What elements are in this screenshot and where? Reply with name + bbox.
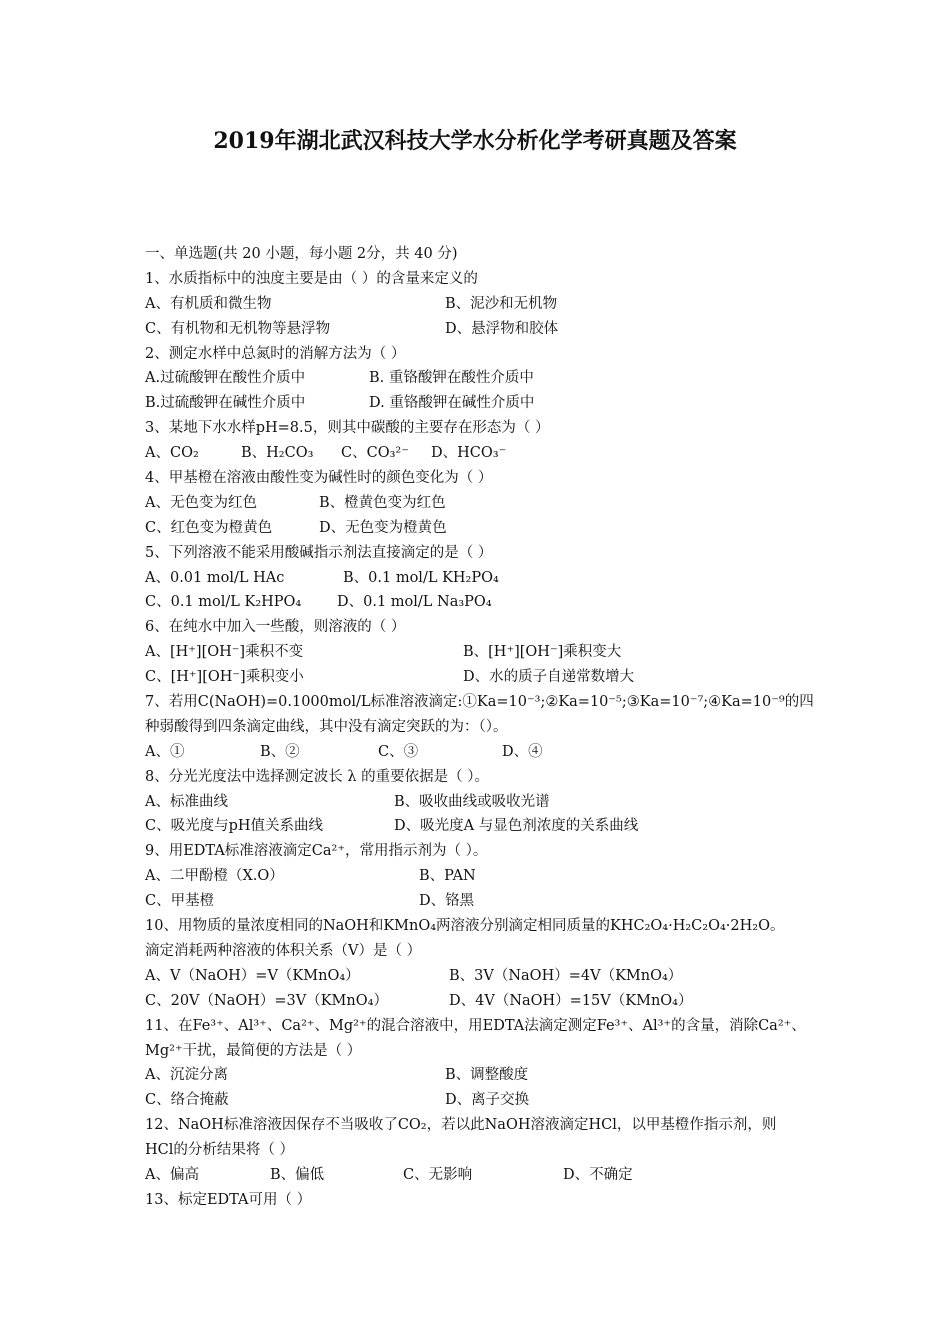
option-c: C、CO₃²⁻ (341, 445, 409, 462)
option-c: C、吸光度与pH值关系曲线 (145, 818, 324, 835)
option-row (145, 441, 825, 466)
option-b: B、0.1 mol/L KH₂PO₄ (343, 569, 499, 586)
option-a: A.过硫酸钾在酸性介质中 (145, 370, 306, 387)
option-c: C、无影响 (403, 1166, 473, 1183)
option-d: D、水的质子自递常数增大 (463, 669, 635, 686)
option-c: B.过硫酸钾在碱性介质中 (145, 395, 306, 412)
option-row (145, 292, 825, 317)
question-stem: 9、用EDTA标准溶液滴定Ca²⁺，常用指示剂为（ ）。 (145, 843, 488, 860)
option-b: B、[H⁺][OH⁻]乘积变大 (463, 644, 622, 661)
option-b: B、偏低 (270, 1166, 325, 1183)
option-d: D、无色变为橙黄色 (319, 519, 447, 536)
question-stem: 11、在Fe³⁺、Al³⁺、Ca²⁺、Mg²⁺的混合溶液中，用EDTA法滴定测定Fe³⁺、Al³⁺的含量，消除Ca²⁺、 (145, 1017, 806, 1034)
option-d: D、HCO₃⁻ (431, 445, 507, 462)
option-c: C、红色变为橙黄色 (145, 519, 273, 536)
option-c: C、甲基橙 (145, 893, 215, 910)
option-c: C、0.1 mol/L K₂HPO₄ (145, 594, 302, 611)
question-stem-continued: Mg²⁺干扰，最简便的方法是（ ） (145, 1042, 362, 1059)
option-row (145, 814, 825, 839)
section-heading: 一、单选题(共 20 小题，每小题 2分，共 40 分) (145, 246, 458, 262)
option-a: A、① (145, 743, 185, 760)
option-b: B、橙黄色变为红色 (319, 494, 446, 511)
option-row (145, 665, 825, 690)
option-b: B. 重铬酸钾在酸性介质中 (369, 370, 534, 387)
option-a: A、CO₂ (145, 445, 199, 462)
option-a: A、V（NaOH）=V（KMnO₄） (145, 967, 360, 984)
option-d: D、悬浮物和胶体 (445, 320, 559, 337)
option-b: B、H₂CO₃ (241, 445, 314, 462)
question-stem: 5、下列溶液不能采用酸碱指示剂法直接滴定的是（ ） (145, 544, 493, 561)
option-d: D、铬黑 (419, 893, 475, 910)
option-c: C、[H⁺][OH⁻]乘积变小 (145, 669, 304, 686)
option-b: B、PAN (419, 868, 476, 885)
option-a: A、沉淀分离 (145, 1067, 228, 1084)
question-stem-continued: HCl的分析结果将（ ） (145, 1142, 294, 1159)
option-row (145, 366, 825, 391)
question-stem: 10、用物质的量浓度相同的NaOH和KMnO₄两溶液分别滴定相同质量的KHC₂O₄·H₂C₂O₄·2H₂O。 (145, 918, 785, 935)
option-row (145, 864, 825, 889)
option-row (145, 1063, 825, 1088)
option-a: A、[H⁺][OH⁻]乘积不变 (145, 644, 304, 661)
option-a: A、无色变为红色 (145, 494, 257, 511)
option-row (145, 1163, 825, 1188)
option-b: B、3V（NaOH）=4V（KMnO₄） (449, 967, 683, 984)
question-stem-continued: 种弱酸得到四条滴定曲线，其中没有滴定突跃的为：（）。 (145, 718, 508, 735)
option-row (145, 889, 825, 914)
option-b: B、调整酸度 (445, 1067, 529, 1084)
question-stem-continued: 滴定消耗两种溶液的体积关系（V）是（ ） (145, 942, 422, 959)
option-b: B、泥沙和无机物 (445, 295, 558, 312)
question-stem: 3、某地下水水样pH=8.5，则其中碳酸的主要存在形态为（ ） (145, 420, 550, 437)
question-stem: 13、标定EDTA可用（ ） (145, 1191, 312, 1208)
option-c: C、有机物和无机物等悬浮物 (145, 320, 331, 337)
option-row (145, 989, 825, 1014)
question-stem: 7、若用C(NaOH)=0.1000mol/L标准溶液滴定:①Ka=10⁻³;②Ka=10⁻⁵;③Ka=10⁻⁷;④Ka=10⁻⁹的四 (145, 694, 814, 711)
option-row (145, 740, 825, 765)
option-b: B、② (260, 743, 300, 760)
question-body (145, 242, 825, 1213)
option-row (145, 491, 825, 516)
option-row (145, 640, 825, 665)
option-b: B、吸收曲线或吸收光谱 (394, 793, 550, 810)
option-row (145, 566, 825, 591)
option-row (145, 964, 825, 989)
option-row (145, 590, 825, 615)
option-a: A、二甲酚橙（X.O） (145, 868, 284, 885)
option-row (145, 516, 825, 541)
option-a: A、标准曲线 (145, 793, 228, 810)
option-d: D. 重铬酸钾在碱性介质中 (369, 395, 535, 412)
question-stem: 12、NaOH标准溶液因保存不当吸收了CO₂，若以此NaOH溶液滴定HCl，以甲基橙作指示剂，则 (145, 1117, 777, 1134)
option-d: D、离子交换 (445, 1092, 530, 1109)
page-title: 2019年湖北武汉科技大学水分析化学考研真题及答案 (213, 128, 737, 154)
option-c: C、络合掩蔽 (145, 1092, 229, 1109)
question-stem: 4、甲基橙在溶液由酸性变为碱性时的颜色变化为（ ） (145, 470, 493, 487)
question-stem: 2、测定水样中总氮时的消解方法为（ ） (145, 345, 406, 362)
option-d: D、④ (502, 743, 543, 760)
option-row (145, 1088, 825, 1113)
option-a: A、有机质和微生物 (145, 295, 272, 312)
question-stem: 6、在纯水中加入一些酸，则溶液的（ ） (145, 619, 406, 636)
option-d: D、0.1 mol/L Na₃PO₄ (337, 594, 492, 611)
option-d: D、不确定 (563, 1166, 633, 1183)
option-a: A、0.01 mol/L HAc (145, 569, 285, 586)
option-c: C、20V（NaOH）=3V（KMnO₄） (145, 992, 388, 1009)
question-stem: 8、分光光度法中选择测定波长 λ 的重要依据是（ ）。 (145, 768, 489, 785)
option-c: C、③ (378, 743, 419, 760)
option-a: A、偏高 (145, 1166, 199, 1183)
option-d: D、吸光度A 与显色剂浓度的关系曲线 (394, 818, 639, 835)
option-row (145, 391, 825, 416)
option-row (145, 317, 825, 342)
option-row (145, 790, 825, 815)
question-stem: 1、水质指标中的浊度主要是由（ ）的含量来定义的 (145, 270, 478, 287)
option-d: D、4V（NaOH）=15V（KMnO₄） (449, 992, 693, 1009)
